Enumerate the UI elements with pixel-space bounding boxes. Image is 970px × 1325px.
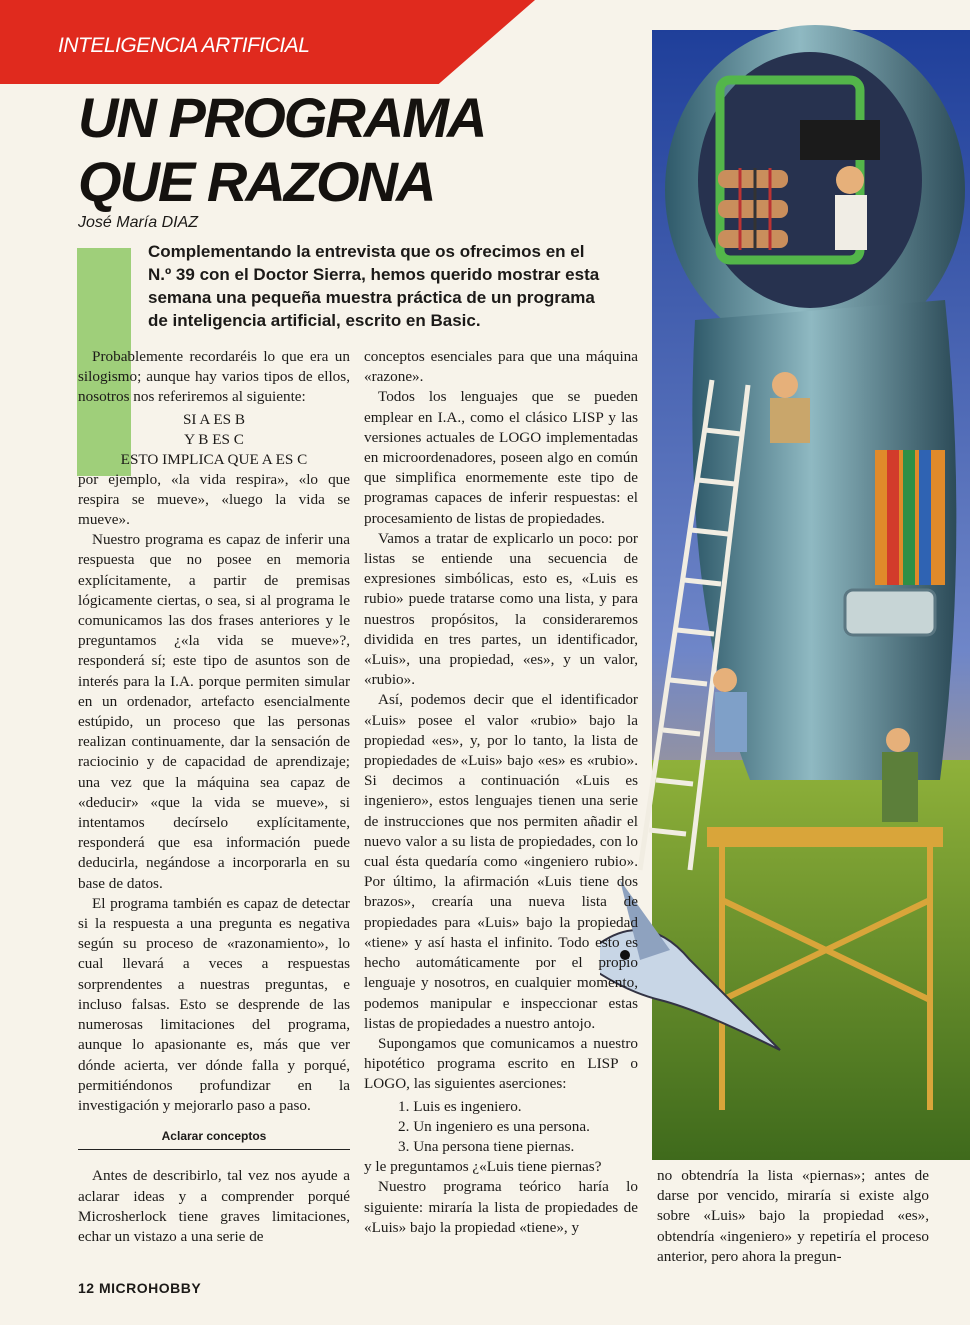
column-1 bbox=[78, 347, 350, 1247]
syllogism-line: ESTO IMPLICA QUE A ES C bbox=[120, 450, 308, 468]
list-item: 1. Luis es ingeniero. bbox=[398, 1097, 522, 1115]
ribbon-cable bbox=[875, 450, 945, 585]
column-2 bbox=[364, 347, 638, 1238]
headline-line-1: UN PROGRAMA bbox=[78, 86, 486, 149]
page-footer bbox=[78, 1280, 201, 1296]
paragraph: por ejemplo, «la vida respira», «lo que respira se mueve», «luego la vida se mueve». bbox=[78, 470, 350, 529]
byline: José María DIAZ bbox=[78, 214, 199, 231]
syllogism-line: SI A ES B bbox=[182, 410, 246, 428]
paragraph: Vamos a tratar de explicarlo un poco: por listas se entiende una secuencia de expresiones simbólicas, esto es, «Luis es rubio» puede tratarse como una lista, y para nuestros propósitos, la consideraremos dividida en tres partes, un identificador, «Luis», una propiedad, «es», y un valor, «rubio». bbox=[364, 529, 638, 689]
lead-line: N.º 39 con el Doctor Sierra, hemos querido mostrar esta bbox=[148, 265, 600, 284]
list-item: 2. Un ingeniero es una persona. bbox=[398, 1117, 590, 1135]
paragraph: Probablemente recordaréis lo que era un silogismo; aunque hay varios tipos de ellos, nosotros nos referiremos al siguiente: bbox=[78, 348, 350, 406]
assertion-list bbox=[364, 1097, 638, 1158]
section-label: INTELIGENCIA ARTIFICIAL bbox=[58, 34, 310, 57]
robot-illustration bbox=[600, 0, 970, 1160]
magazine-name: MICROHOBBY bbox=[98, 1280, 202, 1296]
headline-line-2: QUE RAZONA bbox=[78, 150, 435, 213]
paragraph: y le preguntamos ¿«Luis tiene piernas? bbox=[364, 1158, 602, 1176]
paragraph: Así, podemos decir que el identificador «Luis» posee el valor «rubio» bajo la propiedad «es», y, por lo tanto, la lista de propiedades de «Luis» bajo «es» es «rubio». Si decimos a continuación «Luis es ingeniero», estos lenguajes tienen una serie de instrucciones que nos permiten añadir el nuevo valor a su lista de propiedades, con lo cual ésta quedaría como «ingeniero rubio». Por último, la afirmación «Luis tiene dos brazos», crearía una nueva lista de propiedades para «Luis» bajo la propiedad «tiene» y así hasta el infinito. Todo esto es hecho automáticamente por el propio lenguaje y nosotros, en cualquier momento, podemos manipular e inspeccionar estas listas de propiedades a nuestro antojo. bbox=[364, 691, 638, 1032]
connector bbox=[845, 590, 935, 635]
resistors bbox=[718, 168, 788, 250]
paragraph: Supongamos que comunicamos a nuestro hipotético programa escrito en LISP o LOGO, las siguientes aserciones: bbox=[364, 1034, 638, 1093]
syllogism-line: Y B ES C bbox=[184, 430, 244, 448]
paragraph: Todos los lenguajes que se pueden emplear en I.A., como el clásico LISP y las versiones actuales de LOGO implementadas en microordenadores, poseen algo en común que simplifica enormemente este tipo de programas capaces de inferir respuestas: el procesamiento de listas de propiedades. bbox=[364, 388, 638, 527]
subheading: Aclarar conceptos bbox=[78, 1126, 350, 1150]
paragraph: Antes de describirlo, tal vez nos ayude a aclarar ideas y a comprender porqué Microsherlock tiene graves limitaciones, echar un vistazo a una serie de bbox=[78, 1167, 350, 1245]
paragraph: conceptos esenciales para que una máquina «razone». bbox=[364, 348, 638, 386]
headline bbox=[78, 86, 485, 214]
list-item: 3. Una persona tiene piernas. bbox=[398, 1137, 575, 1155]
page-number: 12 bbox=[78, 1280, 95, 1296]
lead-line: semana una pequeña muestra práctica de un programa bbox=[148, 288, 595, 307]
lead-line: de inteligencia artificial, escrito en Basic. bbox=[148, 311, 481, 330]
chip bbox=[800, 120, 880, 160]
paragraph: El programa también es capaz de detectar si la respuesta a una pregunta es negativa según su proceso de «razonamiento», lo cual llevará a veces a respuestas sorprendentes a nuestras preguntas, e incluso falsas. Esto se desprende de las numerosas limitaciones del programa, aunque lo apasionante es, más que ver dónde acierta, ver dónde falla y porqué, permitiéndonos profundizar en la investigación y mejorarlo paso a paso. bbox=[78, 894, 350, 1114]
lead-line: Complementando la entrevista que os ofrecimos en el bbox=[148, 242, 585, 261]
paragraph: no obtendría la lista «piernas»; antes de darse por vencido, miraría si existe algo sobre «Luis» bajo la propiedad «es», obtendría «ingeniero» y repetiría el proceso anterior, pero ahora la pregun- bbox=[657, 1167, 929, 1265]
paragraph: Nuestro programa teórico haría lo siguiente: miraría la lista de propiedades de «Luis» bajo la propiedad «tiene», y bbox=[364, 1178, 638, 1236]
lead-paragraph bbox=[148, 240, 638, 332]
paragraph: Nuestro programa es capaz de inferir una respuesta que no posee en memoria explícitamente, a partir de premisas lógicamente ciertas, o sea, si al programa le comunicamos las dos frases anteriores y le preguntamos ¿«la vida se mueve»?, responderá sí; este tipo de asuntos son de interés para la I.A. porque permiten simular en un ordenador, artefacto esencialmente estúpido, un proceso que las personas realizan continuamente, dar la sensación de raciocinio y de capacidad de aprendizaje; una vez que la máquina sea capaz de «deducir» «que la vida se mueve», si intentamos decírselo explícitamente, responderá que esa información puede deducirla, negándose a incorporarla en su base de datos. bbox=[78, 531, 350, 892]
column-3 bbox=[657, 1166, 929, 1267]
